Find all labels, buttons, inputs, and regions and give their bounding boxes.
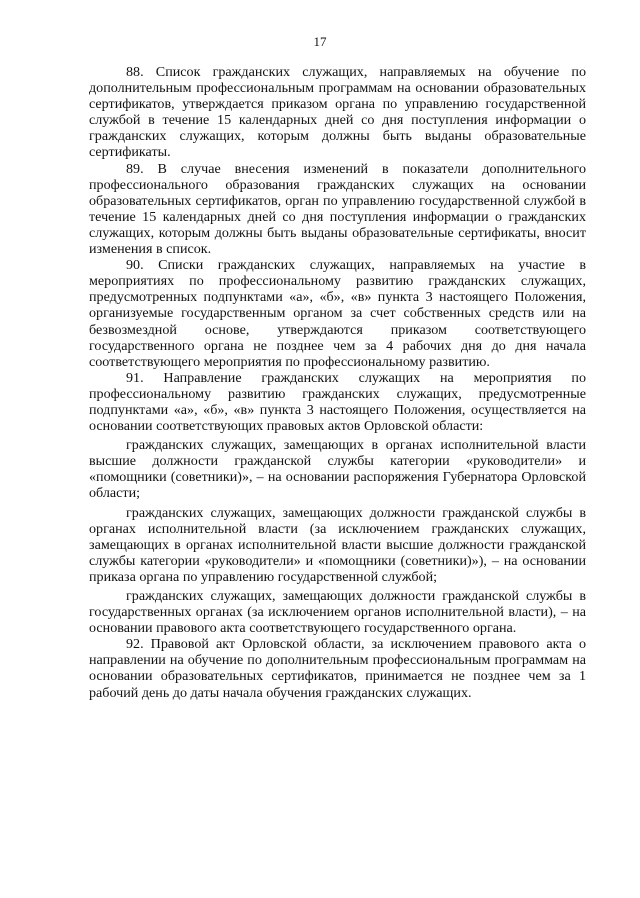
paragraph-91-item-executive-bodies: гражданских служащих, замещающих должности гражданской службы в органах исполнительной власти (за исключением гражданских служащих, замещающих в органах исполнительной власти высшие должности гражданской службы категории «руководители» и «помощники (советники)»), – на основании приказа органа по управлению государственной службой;	[89, 504, 586, 585]
paragraph-91: 91. Направление гражданских служащих на мероприятия по профессиональному развитию гражданских служащих, предусмотренные подпунктами «а», «б», «в» пункта 3 настоящего Положения, осуществляется на основании соответствующих правовых актов Орловской области:	[89, 369, 586, 435]
document-body	[89, 64, 586, 701]
paragraph-90: 90. Списки гражданских служащих, направляемых на участие в мероприятиях по профессиональному развитию гражданских служащих, предусмотренных подпунктами «а», «б», «в» пункта 3 настоящего Положения, организуемые государственным органом за счет собственных средств или на безвозмездной основе, утверждаются приказом соответствующего государственного органа не позднее чем за 4 рабочих дня до дня начала соответствующего мероприятия по профессиональному развитию.	[89, 257, 586, 370]
paragraph-91-item-governor: гражданских служащих, замещающих в органах исполнительной власти высшие должности гражданской службы категории «руководители» и «помощники (советники)», – на основании распоряжения Губернатора Орловской области;	[89, 437, 586, 502]
paragraph-89: 89. В случае внесения изменений в показатели дополнительного профессионального образования гражданских служащих на основании образовательных сертификатов, орган по управлению государственной службой в течение 15 календарных дней со дня поступления информации о гражданских служащих, которым должны быть выданы образовательные сертификаты, вносит изменения в список.	[89, 160, 586, 258]
paragraph-91-item-state-bodies: гражданских служащих, замещающих должности гражданской службы в государственных органах (за исключением органов исполнительной власти), – на основании правового акта соответствующего государственного органа.	[89, 588, 586, 637]
paragraph-92: 92. Правовой акт Орловской области, за исключением правового акта о направлении на обучение по дополнительным профессиональным программам на основании образовательных сертификатов, принимается не позднее чем за 1 рабочий день до даты начала обучения гражданских служащих.	[89, 636, 586, 701]
page-number: 17	[313, 34, 327, 49]
paragraph-88: 88. Список гражданских служащих, направляемых на обучение по дополнительным профессиональным программам на основании образовательных сертификатов, утверждается приказом органа по управлению государственной службой в течение 15 календарных дней со дня поступления информации о гражданских служащих, которым должны быть выданы образовательные сертификаты.	[89, 64, 586, 161]
